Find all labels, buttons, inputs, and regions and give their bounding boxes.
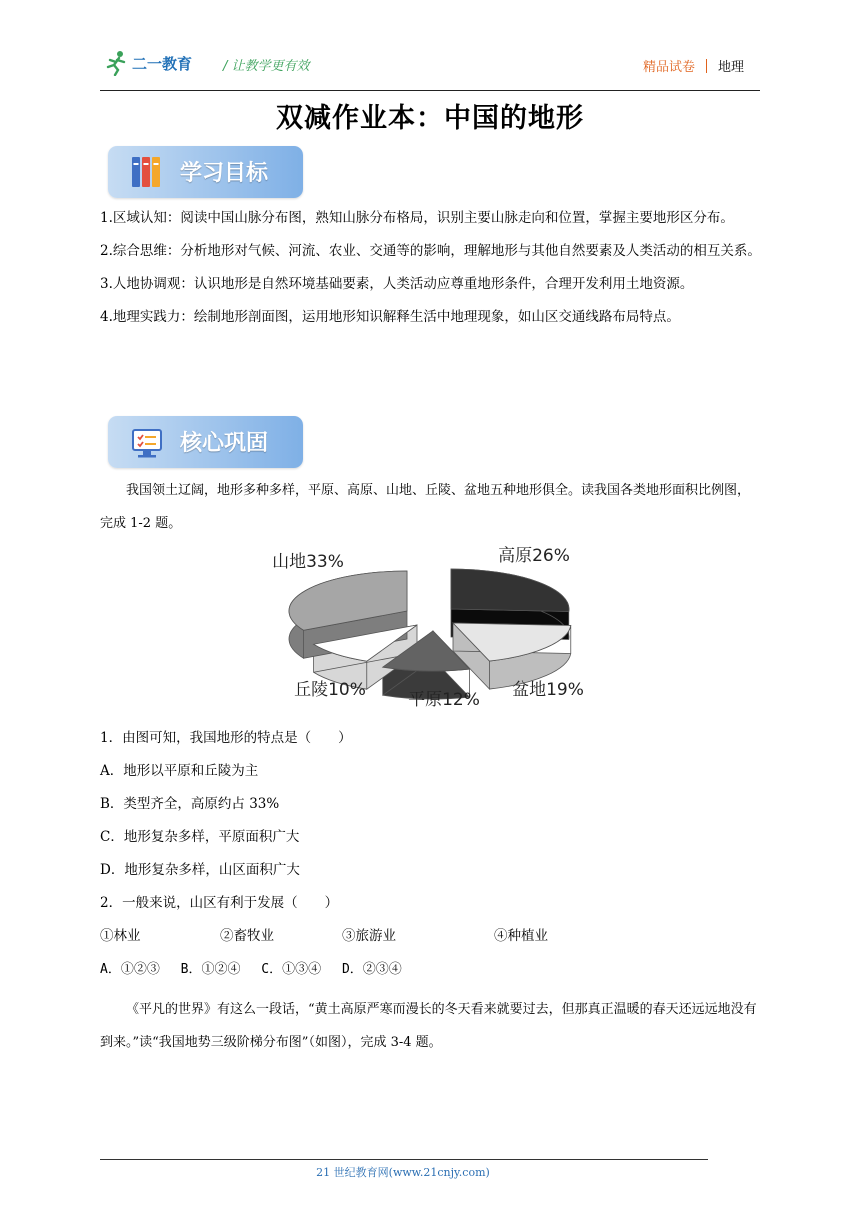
option-a[interactable]: A．地形以平原和丘陵为主 <box>100 763 259 779</box>
books-icon <box>130 154 164 190</box>
q2-item: ③旅游业 <box>342 928 396 944</box>
objective-item: 1.区域认知：阅读中国山脉分布图，熟知山脉分布格局，识别主要山脉走向和位置，掌握主要地形区分布。 <box>100 210 734 226</box>
header-subject: 地理 <box>717 60 744 75</box>
page-title: 双减作业本：中国的地形 <box>276 103 584 134</box>
pie-slice-高原 <box>451 569 569 612</box>
section-label: 学习目标 <box>180 161 269 186</box>
header-rule <box>100 90 760 91</box>
q2-items <box>100 920 762 953</box>
question-stem: 2．一般来说，山区有利于发展（ ） <box>100 895 339 911</box>
header-divider <box>706 59 707 73</box>
objective-item: 3.人地协调观：认识地形是自然环境基础要素，人类活动应尊重地形条件，合理开发利用土地资源。 <box>100 276 694 292</box>
question-1 <box>100 722 762 986</box>
objective-item: 4.地理实践力：绘制地形剖面图，运用地形知识解释生活中地理现象，如山区交通线路布局特点。 <box>100 309 680 325</box>
terrain-pie-chart <box>248 545 618 715</box>
section-banner-core <box>108 416 303 468</box>
brand-logo <box>106 48 192 78</box>
passage-paragraph: 《平凡的世界》有这么一段话，“黄土高原严寒而漫长的冬天看来就要过去，但那真正温暖的春天还远远地没有到来。”读“我国地势三级阶梯分布图”（如图），完成 3-4 题。 <box>100 1002 757 1050</box>
option-b[interactable]: B．类型齐全，高原约占 33% <box>100 796 280 812</box>
pie-label-盆地: 盆地19% <box>512 680 584 700</box>
monitor-checklist-icon <box>130 424 164 460</box>
objectives-list <box>100 202 762 334</box>
footer-text: 21 世纪教育网(www.21cnjy.com) <box>316 1166 490 1179</box>
pie-label-山地: 山地33% <box>272 552 344 572</box>
header-right <box>643 56 744 75</box>
section-label: 核心巩固 <box>180 431 269 456</box>
runner-logo-icon <box>106 50 128 76</box>
option-d[interactable]: D．地形复杂多样，山区面积广大 <box>100 862 300 878</box>
pie-label-丘陵: 丘陵10% <box>294 680 366 700</box>
pie-label-平原: 平原12% <box>408 690 480 710</box>
header-tag: 精品试卷 <box>642 60 695 75</box>
q2-item: ①林业 <box>100 928 141 944</box>
pie-label-高原: 高原26% <box>498 546 570 566</box>
question-stem: 1．由图可知，我国地形的特点是（ ） <box>100 730 352 746</box>
q2-item: ②畜牧业 <box>220 928 274 944</box>
option-c[interactable]: C．地形复杂多样，平原面积广大 <box>100 829 300 845</box>
slogan: / 让教学更有效 <box>223 59 310 74</box>
intro-paragraph: 我国领土辽阔，地形多种多样，平原、高原、山地、丘陵、盆地五种地形俱全。读我国各类地形面积比例图，完成 1-2 题。 <box>100 483 751 531</box>
q2-choices[interactable]: A．①②③ B．①②④ C．①③④ D．②③④ <box>100 962 402 977</box>
objective-item: 2.综合思维：分析地形对气候、河流、农业、交通等的影响，理解地形与其他自然要素及人类活动的相互关系。 <box>100 243 761 259</box>
section-banner-objectives <box>108 146 303 198</box>
footer-rule <box>100 1159 708 1160</box>
q2-item: ④种植业 <box>494 928 548 944</box>
logo-text: 二一教育 <box>132 54 193 73</box>
